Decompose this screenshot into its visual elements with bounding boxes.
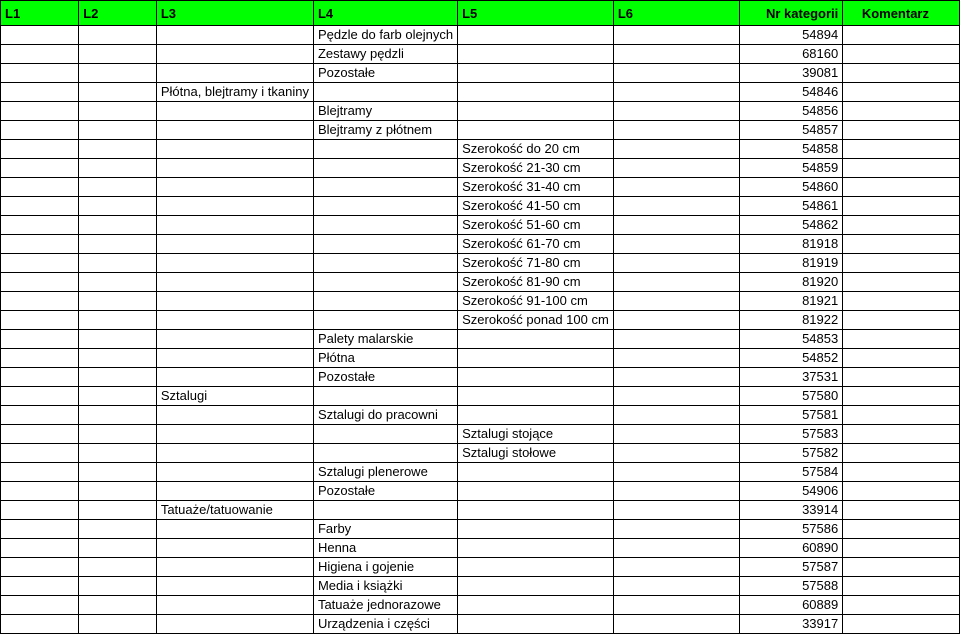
table-row	[1, 64, 960, 83]
comment-cell[interactable]	[843, 64, 960, 83]
empty-cell[interactable]	[1, 501, 79, 520]
empty-cell[interactable]	[1, 159, 79, 178]
comment-cell[interactable]	[843, 254, 960, 273]
table-row	[1, 26, 960, 45]
empty-cell[interactable]	[458, 64, 614, 83]
empty-cell[interactable]	[79, 235, 157, 254]
category-id-cell[interactable]: 57584	[740, 463, 843, 482]
empty-cell[interactable]	[458, 330, 614, 349]
empty-cell[interactable]	[1, 26, 79, 45]
empty-cell[interactable]	[1, 83, 79, 102]
category-name-cell[interactable]: Blejtramy	[313, 102, 457, 121]
empty-cell[interactable]	[458, 368, 614, 387]
comment-cell[interactable]	[843, 45, 960, 64]
comment-cell[interactable]	[843, 102, 960, 121]
table-row	[1, 520, 960, 539]
empty-cell[interactable]	[156, 577, 313, 596]
category-id-cell[interactable]: 37531	[740, 368, 843, 387]
empty-cell[interactable]	[613, 615, 740, 634]
empty-cell[interactable]	[79, 121, 157, 140]
category-name-cell[interactable]: Sztalugi stojące	[458, 425, 614, 444]
category-id-cell[interactable]: 54846	[740, 83, 843, 102]
empty-cell[interactable]	[79, 577, 157, 596]
category-name-cell[interactable]: Szerokość 21-30 cm	[458, 159, 614, 178]
empty-cell[interactable]	[1, 102, 79, 121]
category-name-cell[interactable]: Sztalugi stołowe	[458, 444, 614, 463]
empty-cell[interactable]	[613, 292, 740, 311]
empty-cell[interactable]	[313, 235, 457, 254]
empty-cell[interactable]	[156, 520, 313, 539]
empty-cell[interactable]	[79, 387, 157, 406]
comment-cell[interactable]	[843, 235, 960, 254]
empty-cell[interactable]	[79, 596, 157, 615]
empty-cell[interactable]	[1, 425, 79, 444]
category-id-cell[interactable]: 54859	[740, 159, 843, 178]
empty-cell[interactable]	[156, 197, 313, 216]
empty-cell[interactable]	[156, 539, 313, 558]
empty-cell[interactable]	[1, 45, 79, 64]
empty-cell[interactable]	[79, 444, 157, 463]
empty-cell[interactable]	[313, 197, 457, 216]
comment-cell[interactable]	[843, 83, 960, 102]
empty-cell[interactable]	[79, 539, 157, 558]
empty-cell[interactable]	[1, 520, 79, 539]
empty-cell[interactable]	[313, 140, 457, 159]
empty-cell[interactable]	[1, 558, 79, 577]
table-row	[1, 197, 960, 216]
empty-cell[interactable]	[156, 463, 313, 482]
empty-cell[interactable]	[79, 463, 157, 482]
empty-cell[interactable]	[613, 102, 740, 121]
empty-cell[interactable]	[79, 159, 157, 178]
table-row	[1, 311, 960, 330]
empty-cell[interactable]	[313, 83, 457, 102]
category-name-cell[interactable]: Szerokość 31-40 cm	[458, 178, 614, 197]
category-name-cell[interactable]: Farby	[313, 520, 457, 539]
empty-cell[interactable]	[79, 311, 157, 330]
category-id-cell[interactable]: 60889	[740, 596, 843, 615]
table-row	[1, 83, 960, 102]
empty-cell[interactable]	[613, 368, 740, 387]
header-l6[interactable]: L6	[613, 1, 740, 26]
comment-cell[interactable]	[843, 197, 960, 216]
empty-cell[interactable]	[313, 216, 457, 235]
table-row	[1, 482, 960, 501]
table-row	[1, 444, 960, 463]
empty-cell[interactable]	[613, 235, 740, 254]
table-row	[1, 387, 960, 406]
empty-cell[interactable]	[1, 444, 79, 463]
category-id-cell[interactable]: 54906	[740, 482, 843, 501]
empty-cell[interactable]	[79, 501, 157, 520]
empty-cell[interactable]	[1, 330, 79, 349]
empty-cell[interactable]	[1, 121, 79, 140]
category-id-cell[interactable]: 57583	[740, 425, 843, 444]
category-name-cell[interactable]: Media i książki	[313, 577, 457, 596]
empty-cell[interactable]	[156, 216, 313, 235]
table-row	[1, 349, 960, 368]
comment-cell[interactable]	[843, 330, 960, 349]
comment-cell[interactable]	[843, 349, 960, 368]
table-row	[1, 159, 960, 178]
comment-cell[interactable]	[843, 501, 960, 520]
empty-cell[interactable]	[156, 482, 313, 501]
table-row	[1, 140, 960, 159]
empty-cell[interactable]	[156, 121, 313, 140]
empty-cell[interactable]	[613, 558, 740, 577]
comment-cell[interactable]	[843, 444, 960, 463]
category-name-cell[interactable]: Tatuaże jednorazowe	[313, 596, 457, 615]
table-row	[1, 577, 960, 596]
empty-cell[interactable]	[1, 273, 79, 292]
category-name-cell[interactable]: Urządzenia i części	[313, 615, 457, 634]
empty-cell[interactable]	[313, 178, 457, 197]
comment-cell[interactable]	[843, 159, 960, 178]
category-name-cell[interactable]: Sztalugi	[156, 387, 313, 406]
empty-cell[interactable]	[313, 292, 457, 311]
empty-cell[interactable]	[156, 159, 313, 178]
category-name-cell[interactable]: Szerokość 41-50 cm	[458, 197, 614, 216]
empty-cell[interactable]	[1, 482, 79, 501]
empty-cell[interactable]	[156, 102, 313, 121]
empty-cell[interactable]	[156, 615, 313, 634]
empty-cell[interactable]	[79, 216, 157, 235]
comment-cell[interactable]	[843, 615, 960, 634]
empty-cell[interactable]	[613, 121, 740, 140]
table-row	[1, 102, 960, 121]
empty-cell[interactable]	[613, 64, 740, 83]
empty-cell[interactable]	[458, 558, 614, 577]
category-id-cell[interactable]: 57580	[740, 387, 843, 406]
comment-cell[interactable]	[843, 178, 960, 197]
category-id-cell[interactable]: 81921	[740, 292, 843, 311]
empty-cell[interactable]	[313, 254, 457, 273]
empty-cell[interactable]	[79, 197, 157, 216]
empty-cell[interactable]	[156, 349, 313, 368]
empty-cell[interactable]	[79, 482, 157, 501]
header-l2[interactable]: L2	[79, 1, 157, 26]
empty-cell[interactable]	[79, 425, 157, 444]
empty-cell[interactable]	[613, 178, 740, 197]
table-row	[1, 121, 960, 140]
category-id-cell[interactable]: 81922	[740, 311, 843, 330]
empty-cell[interactable]	[1, 235, 79, 254]
empty-cell[interactable]	[458, 406, 614, 425]
comment-cell[interactable]	[843, 292, 960, 311]
empty-cell[interactable]	[156, 64, 313, 83]
empty-cell[interactable]	[613, 330, 740, 349]
category-name-cell[interactable]: Szerokość 81-90 cm	[458, 273, 614, 292]
empty-cell[interactable]	[1, 140, 79, 159]
table-row	[1, 501, 960, 520]
empty-cell[interactable]	[1, 292, 79, 311]
empty-cell[interactable]	[613, 197, 740, 216]
header-l3[interactable]: L3	[156, 1, 313, 26]
empty-cell[interactable]	[458, 539, 614, 558]
category-name-cell[interactable]: Płótna	[313, 349, 457, 368]
empty-cell[interactable]	[156, 311, 313, 330]
empty-cell[interactable]	[156, 425, 313, 444]
empty-cell[interactable]	[79, 45, 157, 64]
table-row	[1, 596, 960, 615]
empty-cell[interactable]	[613, 596, 740, 615]
comment-cell[interactable]	[843, 596, 960, 615]
empty-cell[interactable]	[613, 254, 740, 273]
table-row	[1, 368, 960, 387]
empty-cell[interactable]	[1, 178, 79, 197]
category-name-cell[interactable]: Sztalugi do pracowni	[313, 406, 457, 425]
category-name-cell[interactable]: Henna	[313, 539, 457, 558]
table-row	[1, 292, 960, 311]
empty-cell[interactable]	[79, 349, 157, 368]
empty-cell[interactable]	[1, 387, 79, 406]
empty-cell[interactable]	[156, 26, 313, 45]
empty-cell[interactable]	[1, 615, 79, 634]
empty-cell[interactable]	[458, 596, 614, 615]
empty-cell[interactable]	[79, 558, 157, 577]
comment-cell[interactable]	[843, 482, 960, 501]
category-name-cell[interactable]: Szerokość 91-100 cm	[458, 292, 614, 311]
empty-cell[interactable]	[156, 444, 313, 463]
empty-cell[interactable]	[313, 159, 457, 178]
empty-cell[interactable]	[613, 482, 740, 501]
header-l1[interactable]: L1	[1, 1, 79, 26]
category-id-cell[interactable]: 54858	[740, 140, 843, 159]
empty-cell[interactable]	[613, 26, 740, 45]
empty-cell[interactable]	[156, 235, 313, 254]
empty-cell[interactable]	[156, 558, 313, 577]
table-row	[1, 254, 960, 273]
comment-cell[interactable]	[843, 311, 960, 330]
category-id-cell[interactable]: 57587	[740, 558, 843, 577]
empty-cell[interactable]	[458, 102, 614, 121]
empty-cell[interactable]	[79, 368, 157, 387]
header-l4[interactable]: L4	[313, 1, 457, 26]
category-id-cell[interactable]: 57581	[740, 406, 843, 425]
empty-cell[interactable]	[1, 197, 79, 216]
category-id-cell[interactable]: 68160	[740, 45, 843, 64]
empty-cell[interactable]	[613, 425, 740, 444]
empty-cell[interactable]	[156, 273, 313, 292]
empty-cell[interactable]	[613, 520, 740, 539]
empty-cell[interactable]	[613, 273, 740, 292]
comment-cell[interactable]	[843, 273, 960, 292]
category-id-cell[interactable]: 54852	[740, 349, 843, 368]
category-id-cell[interactable]: 54853	[740, 330, 843, 349]
category-name-cell[interactable]: Pozostałe	[313, 64, 457, 83]
empty-cell[interactable]	[613, 140, 740, 159]
empty-cell[interactable]	[1, 577, 79, 596]
category-name-cell[interactable]: Pędzle do farb olejnych	[313, 26, 457, 45]
empty-cell[interactable]	[613, 539, 740, 558]
category-id-cell[interactable]: 33917	[740, 615, 843, 634]
empty-cell[interactable]	[79, 615, 157, 634]
empty-cell[interactable]	[458, 83, 614, 102]
empty-cell[interactable]	[313, 501, 457, 520]
comment-cell[interactable]	[843, 368, 960, 387]
category-id-cell[interactable]: 54857	[740, 121, 843, 140]
empty-cell[interactable]	[1, 406, 79, 425]
empty-cell[interactable]	[79, 273, 157, 292]
empty-cell[interactable]	[458, 463, 614, 482]
comment-cell[interactable]	[843, 463, 960, 482]
header-l5[interactable]: L5	[458, 1, 614, 26]
empty-cell[interactable]	[313, 444, 457, 463]
empty-cell[interactable]	[1, 349, 79, 368]
table-row	[1, 178, 960, 197]
category-name-cell[interactable]: Pozostałe	[313, 482, 457, 501]
empty-cell[interactable]	[613, 444, 740, 463]
table-row	[1, 425, 960, 444]
empty-cell[interactable]	[613, 501, 740, 520]
category-name-cell[interactable]: Pozostałe	[313, 368, 457, 387]
comment-cell[interactable]	[843, 558, 960, 577]
comment-cell[interactable]	[843, 406, 960, 425]
empty-cell[interactable]	[458, 121, 614, 140]
empty-cell[interactable]	[613, 349, 740, 368]
empty-cell[interactable]	[1, 539, 79, 558]
category-name-cell[interactable]: Tatuaże/tatuowanie	[156, 501, 313, 520]
empty-cell[interactable]	[458, 45, 614, 64]
comment-cell[interactable]	[843, 577, 960, 596]
empty-cell[interactable]	[156, 330, 313, 349]
table-row	[1, 406, 960, 425]
empty-cell[interactable]	[613, 406, 740, 425]
header-nr-kategorii[interactable]: Nr kategorii	[740, 1, 843, 26]
empty-cell[interactable]	[313, 311, 457, 330]
category-id-cell[interactable]: 39081	[740, 64, 843, 83]
category-id-cell[interactable]: 60890	[740, 539, 843, 558]
empty-cell[interactable]	[79, 254, 157, 273]
empty-cell[interactable]	[1, 463, 79, 482]
category-id-cell[interactable]: 81920	[740, 273, 843, 292]
category-name-cell[interactable]: Blejtramy z płótnem	[313, 121, 457, 140]
header-row	[1, 1, 960, 26]
empty-cell[interactable]	[458, 387, 614, 406]
empty-cell[interactable]	[613, 463, 740, 482]
empty-cell[interactable]	[613, 577, 740, 596]
header-komentarz[interactable]: Komentarz	[843, 1, 960, 26]
table-row	[1, 615, 960, 634]
table-row	[1, 45, 960, 64]
empty-cell[interactable]	[1, 368, 79, 387]
table-row	[1, 330, 960, 349]
empty-cell[interactable]	[613, 387, 740, 406]
empty-cell[interactable]	[156, 178, 313, 197]
category-id-cell[interactable]: 54862	[740, 216, 843, 235]
empty-cell[interactable]	[458, 501, 614, 520]
comment-cell[interactable]	[843, 26, 960, 45]
category-name-cell[interactable]: Szerokość 51-60 cm	[458, 216, 614, 235]
comment-cell[interactable]	[843, 520, 960, 539]
empty-cell[interactable]	[79, 102, 157, 121]
empty-cell[interactable]	[1, 596, 79, 615]
category-name-cell[interactable]: Higiena i gojenie	[313, 558, 457, 577]
empty-cell[interactable]	[156, 45, 313, 64]
comment-cell[interactable]	[843, 140, 960, 159]
category-id-cell[interactable]: 81918	[740, 235, 843, 254]
category-name-cell[interactable]: Zestawy pędzli	[313, 45, 457, 64]
empty-cell[interactable]	[156, 406, 313, 425]
empty-cell[interactable]	[458, 349, 614, 368]
empty-cell[interactable]	[79, 292, 157, 311]
category-name-cell[interactable]: Sztalugi plenerowe	[313, 463, 457, 482]
empty-cell[interactable]	[458, 615, 614, 634]
comment-cell[interactable]	[843, 425, 960, 444]
category-id-cell[interactable]: 54856	[740, 102, 843, 121]
category-name-cell[interactable]: Szerokość do 20 cm	[458, 140, 614, 159]
empty-cell[interactable]	[458, 26, 614, 45]
empty-cell[interactable]	[613, 216, 740, 235]
category-name-cell[interactable]: Szerokość 61-70 cm	[458, 235, 614, 254]
category-id-cell[interactable]: 54861	[740, 197, 843, 216]
empty-cell[interactable]	[613, 83, 740, 102]
comment-cell[interactable]	[843, 121, 960, 140]
empty-cell[interactable]	[1, 216, 79, 235]
category-name-cell[interactable]: Palety malarskie	[313, 330, 457, 349]
empty-cell[interactable]	[156, 292, 313, 311]
empty-cell[interactable]	[79, 520, 157, 539]
category-id-cell[interactable]: 54894	[740, 26, 843, 45]
empty-cell[interactable]	[613, 311, 740, 330]
empty-cell[interactable]	[458, 482, 614, 501]
category-id-cell[interactable]: 57582	[740, 444, 843, 463]
empty-cell[interactable]	[458, 577, 614, 596]
category-id-cell[interactable]: 54860	[740, 178, 843, 197]
empty-cell[interactable]	[79, 140, 157, 159]
category-name-cell[interactable]: Szerokość 71-80 cm	[458, 254, 614, 273]
table-row	[1, 558, 960, 577]
empty-cell[interactable]	[156, 596, 313, 615]
category-name-cell[interactable]: Płótna, blejtramy i tkaniny	[156, 83, 313, 102]
comment-cell[interactable]	[843, 387, 960, 406]
category-id-cell[interactable]: 57588	[740, 577, 843, 596]
comment-cell[interactable]	[843, 216, 960, 235]
table-row	[1, 216, 960, 235]
table-row	[1, 235, 960, 254]
empty-cell[interactable]	[156, 368, 313, 387]
category-id-cell[interactable]: 81919	[740, 254, 843, 273]
empty-cell[interactable]	[1, 311, 79, 330]
empty-cell[interactable]	[79, 26, 157, 45]
empty-cell[interactable]	[79, 406, 157, 425]
empty-cell[interactable]	[313, 387, 457, 406]
table-row	[1, 273, 960, 292]
empty-cell[interactable]	[613, 45, 740, 64]
category-id-cell[interactable]: 33914	[740, 501, 843, 520]
empty-cell[interactable]	[1, 64, 79, 83]
table-row	[1, 539, 960, 558]
table-row	[1, 463, 960, 482]
empty-cell[interactable]	[156, 254, 313, 273]
category-id-cell[interactable]: 57586	[740, 520, 843, 539]
comment-cell[interactable]	[843, 539, 960, 558]
empty-cell[interactable]	[313, 425, 457, 444]
empty-cell[interactable]	[79, 64, 157, 83]
empty-cell[interactable]	[79, 83, 157, 102]
empty-cell[interactable]	[1, 254, 79, 273]
empty-cell[interactable]	[79, 330, 157, 349]
empty-cell[interactable]	[458, 520, 614, 539]
empty-cell[interactable]	[613, 159, 740, 178]
category-name-cell[interactable]: Szerokość ponad 100 cm	[458, 311, 614, 330]
empty-cell[interactable]	[156, 140, 313, 159]
empty-cell[interactable]	[313, 273, 457, 292]
empty-cell[interactable]	[79, 178, 157, 197]
